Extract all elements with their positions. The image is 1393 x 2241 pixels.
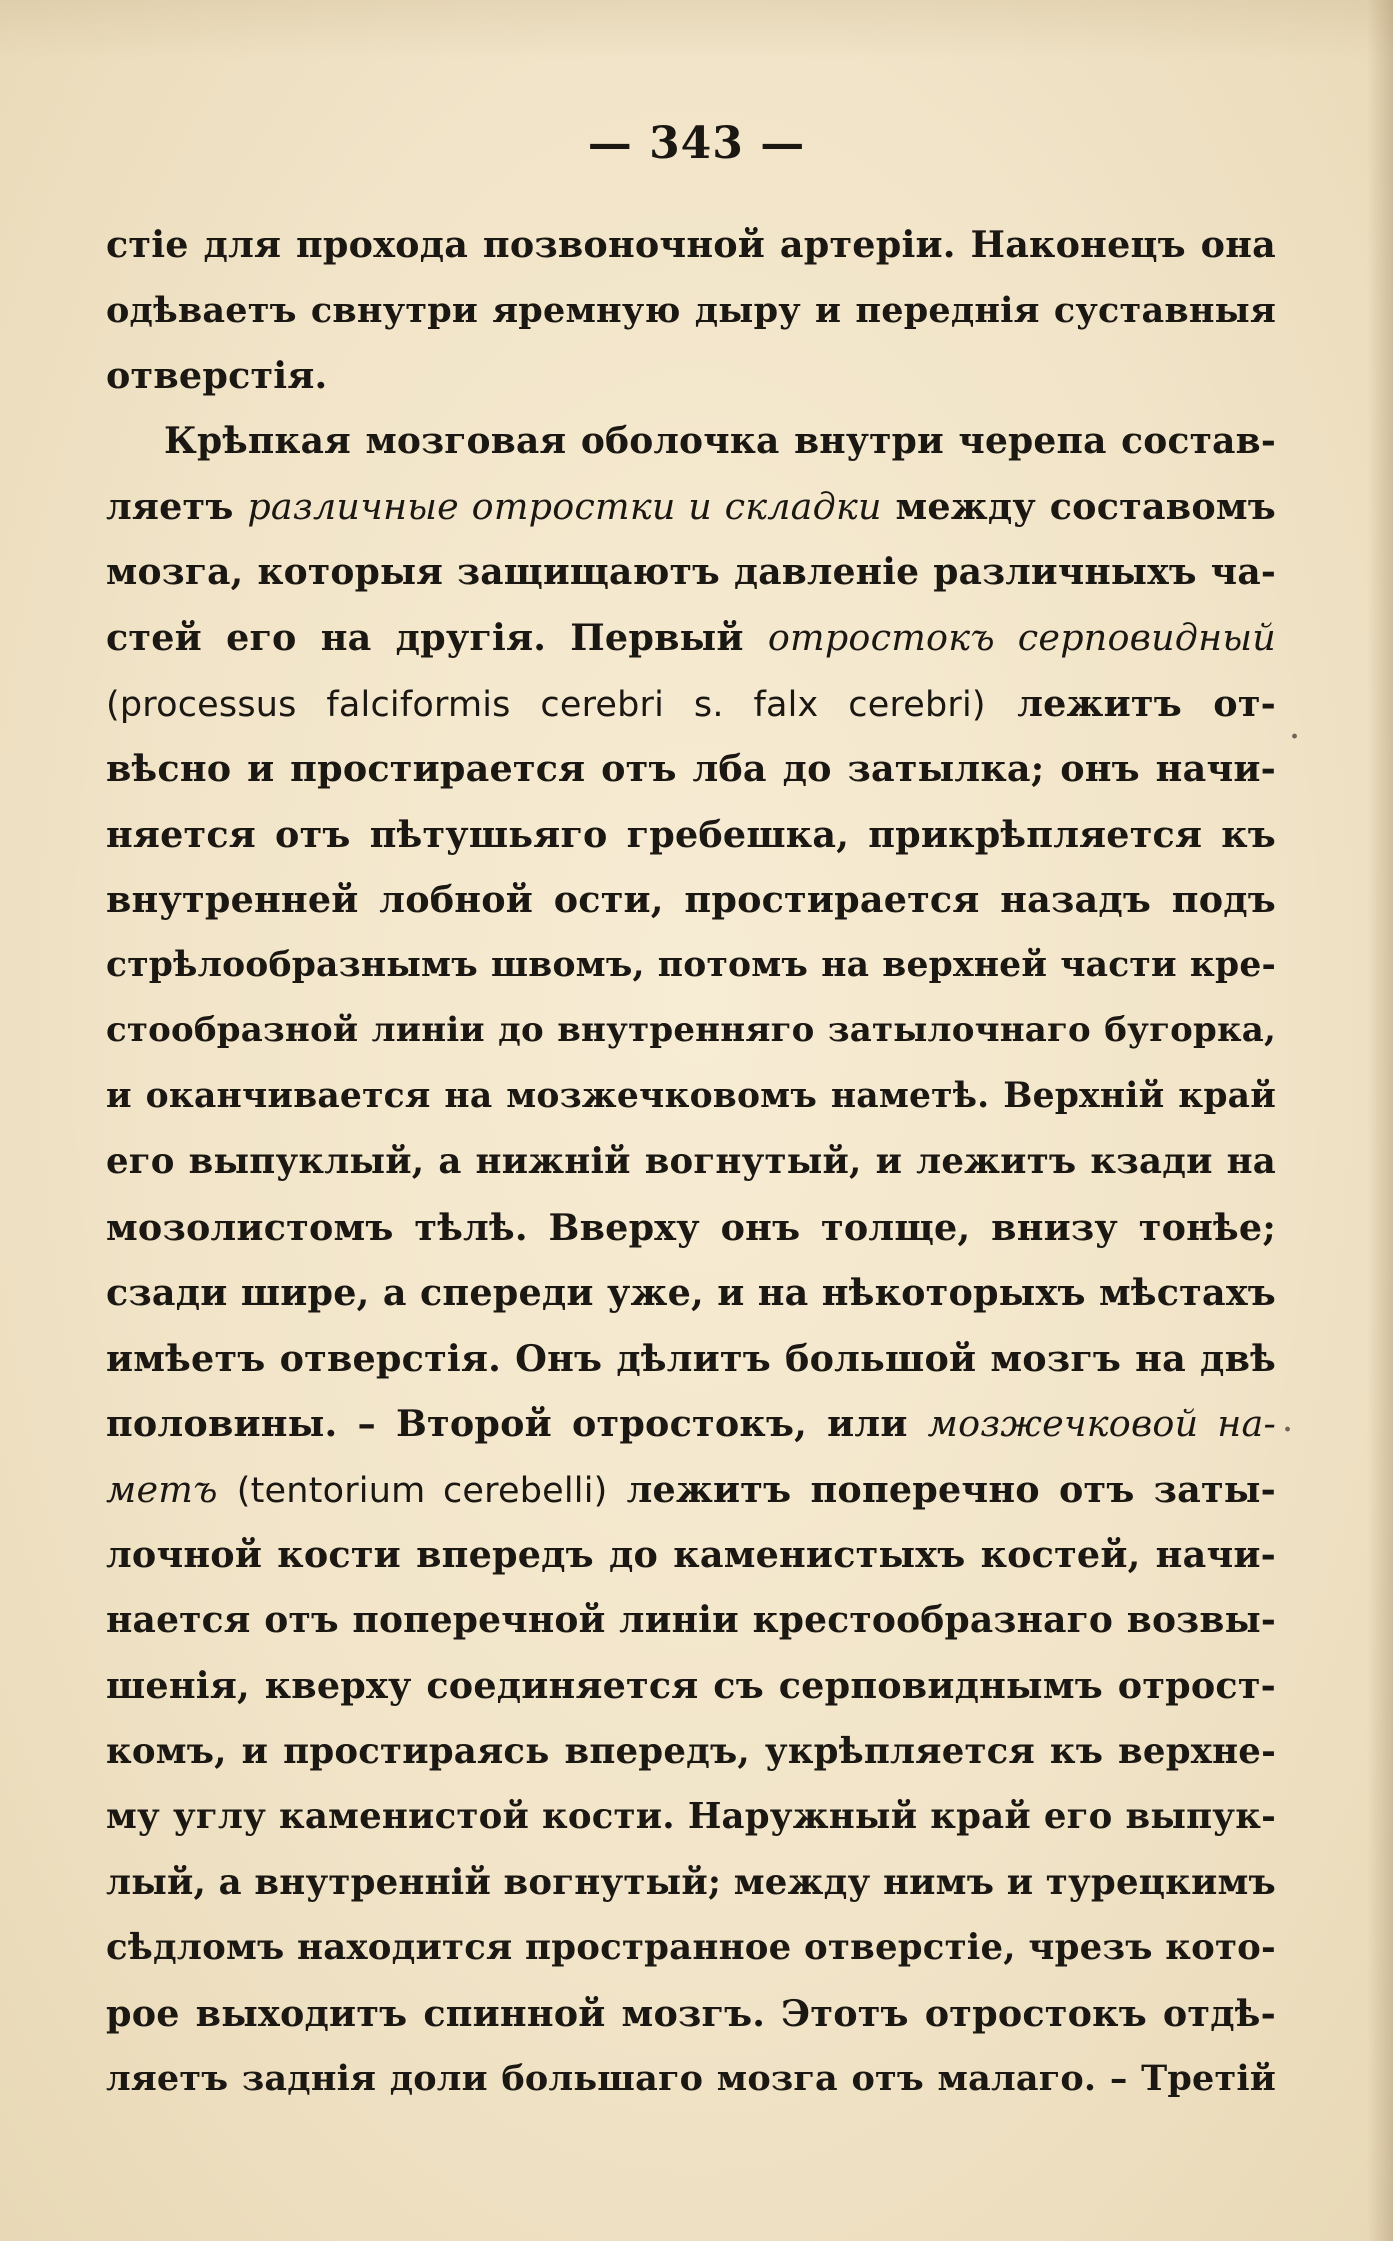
text-segment: стіе для прохода позвоночной артеріи. Наконецъ она <box>106 223 1276 266</box>
text-segment: мозолистомъ тѣлѣ. Вверху онъ толще, внизу тонѣе; <box>106 1205 1276 1249</box>
text-segment: имѣетъ отверстія. Онъ дѣлитъ большой мозгъ на двѣ <box>106 1336 1276 1380</box>
text-segment: няется отъ пѣтушьяго гребешка, прикрѣпляется къ <box>106 812 1276 856</box>
text-segment: лежитъ от- <box>985 681 1276 725</box>
text-segment: одѣваетъ свнутри яремную дыру и переднія суставныя <box>106 289 1276 331</box>
text-line <box>106 1522 1276 1588</box>
text-line <box>106 540 1276 606</box>
text-line <box>106 1850 1276 1916</box>
text-line <box>106 1260 1276 1326</box>
italic-phrase: отростокъ серповидный <box>767 616 1276 659</box>
text-line <box>106 1784 1276 1850</box>
margin-speck: · <box>1283 1415 1293 1445</box>
text-segment: отверстія. <box>106 354 328 397</box>
text-segment: лежитъ поперечно отъ заты- <box>607 1467 1276 1511</box>
text-line <box>106 605 1276 671</box>
text-segment: сѣдломъ находится пространное отверстіе, чрезъ кото- <box>106 1927 1276 1968</box>
text-line <box>106 671 1276 737</box>
margin-speck: · <box>1290 722 1300 752</box>
text-segment: рое выходитъ спинной мозгъ. Этотъ отростокъ отдѣ- <box>106 1991 1276 2035</box>
text-segment: и оканчивается на мозжечковомъ наметѣ. Верхній край <box>106 1075 1276 1116</box>
text-line <box>106 867 1276 933</box>
text-line <box>106 409 1276 475</box>
text-line <box>106 1981 1276 2047</box>
text-segment: стообразной линіи до внутренняго затылочнаго бугорка, <box>106 1010 1276 1050</box>
text-segment: шенія, кверху соединяется съ серповиднымъ отрост- <box>106 1664 1276 1707</box>
page-top-shade <box>0 0 1393 60</box>
text-line <box>106 736 1276 802</box>
italic-phrase: метъ <box>106 1467 218 1511</box>
text-line <box>106 1588 1276 1654</box>
body-text <box>106 212 1276 2112</box>
text-segment: сзади шире, а спереди уже, и на нѣкоторыхъ мѣстахъ <box>106 1271 1276 1314</box>
text-segment: его выпуклый, а нижній вогнутый, и лежитъ кзади на <box>106 1141 1276 1182</box>
text-segment: стрѣлообразнымъ швомъ, потомъ на верхней части кре- <box>106 944 1276 985</box>
text-line <box>106 2046 1276 2112</box>
text-line <box>106 933 1276 999</box>
text-segment: вѣсно и простирается отъ лба до затылка; онъ начи- <box>106 747 1276 790</box>
latin-term: (processus falciformis cerebri s. falx cerebri) <box>106 684 986 725</box>
text-segment: ляетъ <box>106 485 248 528</box>
text-line <box>106 1719 1276 1785</box>
text-segment: внутренней лобной ости, простирается назадъ подъ <box>106 878 1276 921</box>
text-line <box>106 474 1276 540</box>
text-line <box>106 1457 1276 1523</box>
text-segment: комъ, и простираясь впередъ, укрѣпляется къ верхне- <box>106 1730 1276 1772</box>
text-line <box>106 1195 1276 1261</box>
page-edge-shadow <box>1367 0 1393 2241</box>
text-line <box>106 1915 1276 1981</box>
text-segment <box>218 1468 237 1511</box>
text-segment: лый, а внутренній вогнутый; между нимъ и турецкимъ <box>106 1861 1276 1903</box>
text-segment: ляетъ заднія доли большаго мозга отъ малаго. – Третій <box>106 2058 1276 2099</box>
text-segment: мозга, которыя защищаютъ давленіе различныхъ ча- <box>106 550 1276 593</box>
text-line <box>106 998 1276 1064</box>
text-line <box>106 1391 1276 1457</box>
latin-term: (tentorium cerebelli) <box>236 1470 608 1511</box>
text-segment: му углу каменистой кости. Наружный край его выпук- <box>106 1796 1276 1837</box>
italic-phrase: различные отростки и складки <box>247 485 882 528</box>
text-line <box>106 802 1276 868</box>
text-segment: между составомъ <box>881 485 1276 528</box>
text-line <box>106 1653 1276 1719</box>
text-segment: стей его на другія. Первый <box>106 616 768 659</box>
text-line <box>106 212 1276 278</box>
text-line <box>106 278 1276 344</box>
text-line <box>106 1129 1276 1195</box>
text-segment: половины. – Второй отростокъ, или <box>106 1402 928 1445</box>
text-segment: нается отъ поперечной линіи крестообразнаго возвы- <box>106 1598 1276 1641</box>
text-line <box>106 343 1276 409</box>
text-segment: Крѣпкая мозговая оболочка внутри черепа состав- <box>164 419 1276 462</box>
page-number: — 343 — <box>587 118 806 169</box>
text-line <box>106 1064 1276 1130</box>
italic-phrase: мозжечковой на- <box>927 1402 1276 1445</box>
text-segment: лочной кости впередъ до каменистыхъ костей, начи- <box>106 1533 1276 1576</box>
text-line <box>106 1326 1276 1392</box>
